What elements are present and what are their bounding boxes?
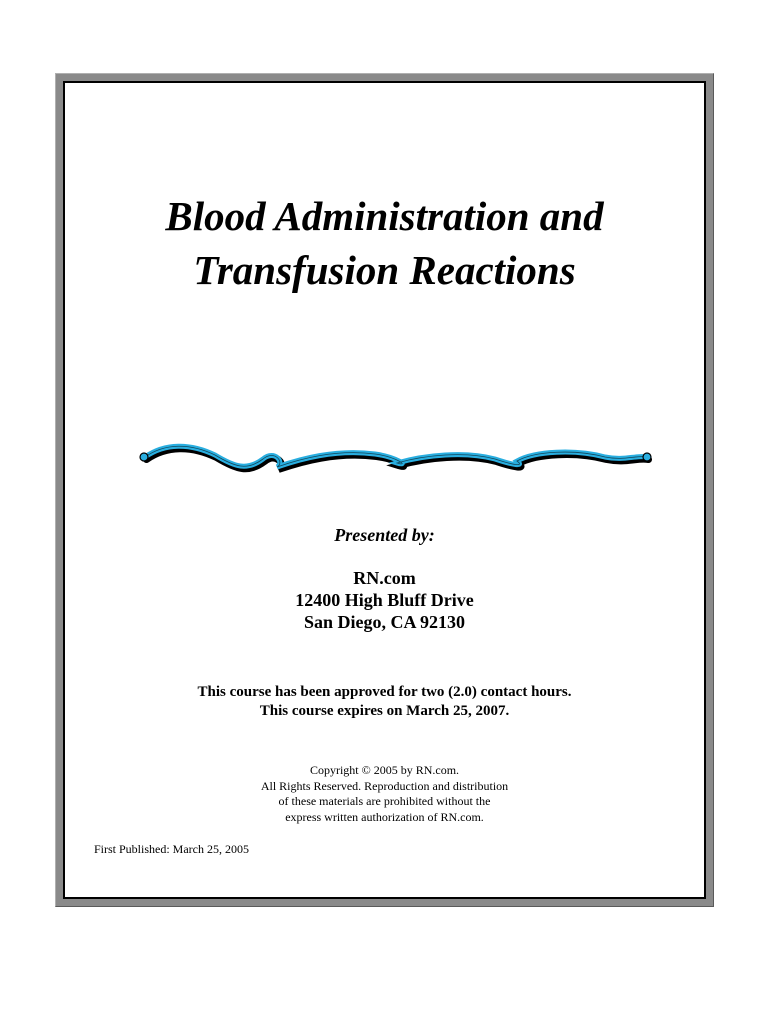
copyright-notice	[65, 763, 704, 825]
copyright-line-2: All Rights Reserved. Reproduction and distribution	[260, 778, 509, 793]
page-title	[65, 189, 704, 297]
wavy-ribbon-divider-icon	[135, 437, 655, 477]
title-line-2: Transfusion Reactions	[193, 247, 576, 293]
cover-page	[63, 81, 706, 899]
presenter-address	[65, 567, 704, 633]
address-line-company: RN.com	[353, 568, 416, 588]
title-line-1: Blood Administration and	[165, 193, 604, 239]
copyright-line-1: Copyright © 2005 by RN.com.	[309, 763, 460, 777]
approval-line-expiry: This course expires on March 25, 2007.	[259, 703, 510, 719]
address-line-street: 12400 High Bluff Drive	[295, 590, 474, 610]
copyright-line-4: express written authorization of RN.com.	[285, 809, 484, 824]
course-approval	[65, 683, 704, 721]
first-published-date: First Published: March 25, 2005	[94, 842, 249, 856]
approval-line-hours: This course has been approved for two (2.0) contact hours.	[197, 684, 572, 700]
copyright-line-3: of these materials are prohibited without the	[278, 794, 491, 808]
address-line-city: San Diego, CA 92130	[303, 612, 465, 632]
presented-by-label: Presented by:	[334, 525, 435, 545]
